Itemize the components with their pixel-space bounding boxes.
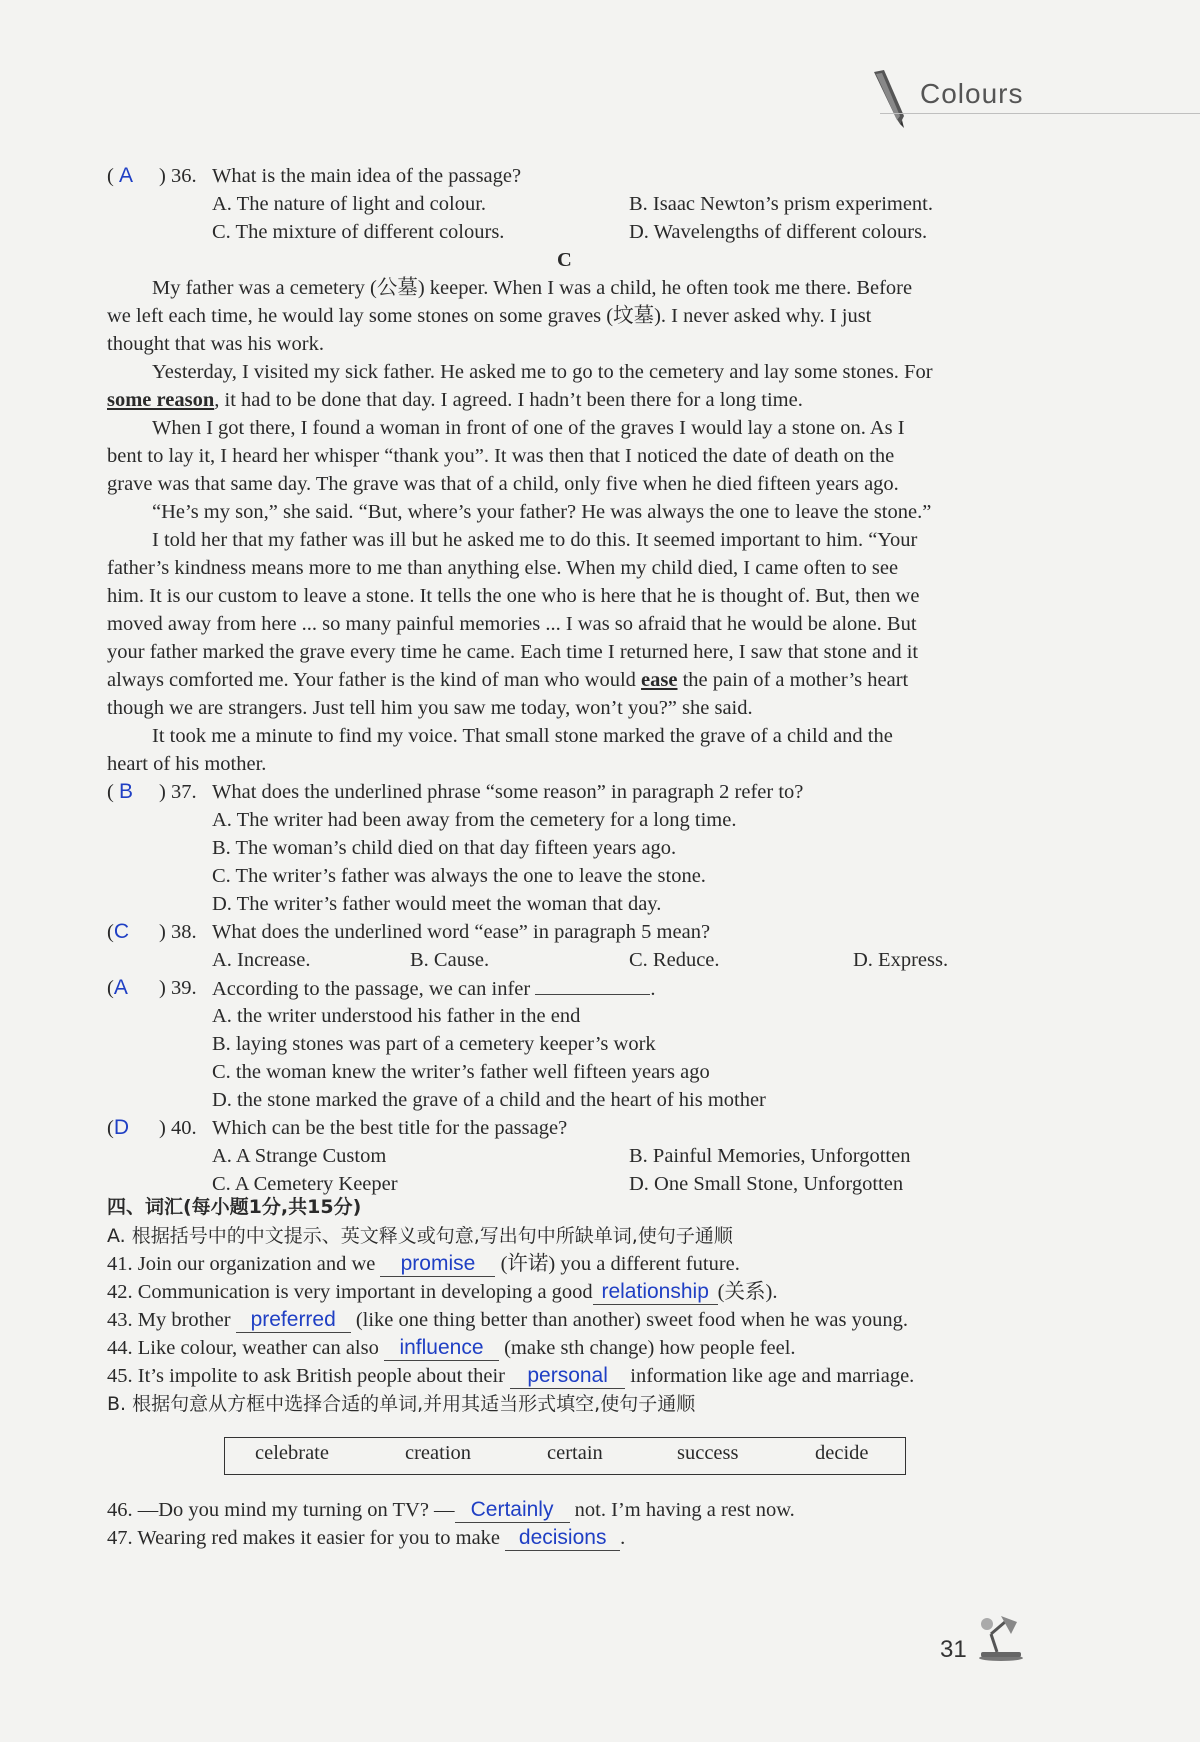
q43-answer: preferred [236,1308,351,1333]
q38-option-a: A. Increase. [212,949,311,971]
q42-answer: relationship [593,1280,718,1305]
q37-number: ) 37. [159,781,197,803]
q44: 44. Like colour, weather can also influence (make sth change) how people feel. [107,1336,796,1359]
q39-number: ) 39. [159,977,197,999]
word-box-item: decide [815,1442,869,1464]
q40-number: ) 40. [159,1117,197,1139]
q36-option-a: A. The nature of light and colour. [212,193,487,215]
passage-line: When I got there, I found a woman in front of one of the graves I would lay a stone on. As I [152,417,905,439]
passage-line: I told her that my father was ill but he asked me to do this. It seemed important to him. “Your [152,529,918,551]
word-box-item: creation [405,1442,472,1464]
q39-blank [535,974,650,995]
q37-option-d: D. The writer’s father would meet the woman that day. [212,893,662,915]
q40-option-c: C. A Cemetery Keeper [212,1173,398,1195]
q38-option-b: B. Cause. [410,949,490,971]
q38-question: What does the underlined word “ease” in paragraph 5 mean? [212,921,711,943]
passage-line: bent to lay it, I heard her whisper “thank you”. It was then that I noticed the date of death on the [107,445,895,467]
word-box [224,1437,906,1475]
passage-line: him. It is our custom to leave a stone. It tells the one who is here that he is thought of. But, then we [107,585,920,607]
q36-option-c: C. The mixture of different colours. [212,221,505,243]
pen-icon [868,68,912,128]
q40-option-b: B. Painful Memories, Unforgotten [629,1145,911,1167]
q36-answer: A [118,164,133,187]
q47-answer: decisions [505,1526,620,1551]
q37-answer: B [118,780,133,803]
section-title: 四、词汇(每小题1分,共15分) [107,1196,362,1218]
q42: 42. Communication is very important in developing a good relationship (关系). [107,1280,778,1303]
passage-line: Yesterday, I visited my sick father. He asked me to go to the cemetery and lay some stones. For [152,361,933,383]
q36-number: ) 36. [159,165,197,187]
chapter-title: Colours [920,78,1024,109]
passage-line: father’s kindness means more to me than anything else. When my child died, I came often to see [107,557,899,579]
q38-option-d: D. Express. [853,949,949,971]
passage-line: some reason, it had to be done that day. I agreed. I hadn’t been there for a long time. [107,389,803,411]
q45-answer: personal [510,1364,625,1389]
word-box-item: success [677,1442,739,1464]
q36-option-d: D. Wavelengths of different colours. [629,221,928,243]
underlined-some-reason: some reason [107,389,215,411]
passage-line: though we are strangers. Just tell him you saw me today, won’t you?” she said. [107,697,753,719]
q39-option-a: A. the writer understood his father in the end [212,1005,581,1027]
q41: 41. Join our organization and we promise (许诺) you a different future. [107,1252,740,1275]
q41-answer: promise [380,1252,495,1277]
q39-answer: A [113,976,128,999]
passage-line: grave was that same day. The grave was that of a child, only five when he died fifteen years ago. [107,473,899,495]
passage-line: always comforted me. Your father is the kind of man who would ease the pain of a mother’s heart [107,669,909,691]
passage-line: It took me a minute to find my voice. That small stone marked the grave of a child and the [152,725,893,747]
page-number: 31 [940,1636,967,1663]
q37-answer-paren: ( B [107,780,133,803]
q36-option-b: B. Isaac Newton’s prism experiment. [629,193,934,215]
q46-answer: Certainly [455,1498,570,1523]
q44-answer: influence [384,1336,499,1361]
q43: 43. My brother preferred (like one thing better than another) sweet food when he was young. [107,1308,909,1331]
q40-question: Which can be the best title for the passage? [212,1117,568,1139]
q38-answer: C [113,920,129,943]
header-divider [880,113,1200,114]
passage-line: thought that was his work. [107,333,324,355]
passage-line: “He’s my son,” she said. “But, where’s your father? He was always the one to leave the stone.” [152,501,932,523]
q37-question: What does the underlined phrase “some reason” in paragraph 2 refer to? [212,781,804,803]
desk-lamp-icon [975,1612,1027,1662]
q39-option-d: D. the stone marked the grave of a child and the heart of his mother [212,1089,766,1111]
part-b-instruction: B. 根据句意从方框中选择合适的单词,并用其适当形式填空,使句子通顺 [107,1393,696,1415]
q38-option-c: C. Reduce. [629,949,720,971]
q45: 45. It’s impolite to ask British people about their personal information like age and marriage. [107,1364,915,1387]
q39-question: According to the passage, we can infer . [212,974,655,1003]
part-a-instruction: A. 根据括号中的中文提示、英文释义或句意,写出句中所缺单词,使句子通顺 [107,1225,733,1247]
passage-line: moved away from here ... so many painful memories ... I was so afraid that he would be alone. But [107,613,917,635]
passage-line: My father was a cemetery (公墓) keeper. When I was a child, he often took me there. Before [152,277,913,299]
q40-option-d: D. One Small Stone, Unforgotten [629,1173,904,1195]
passage-heading: C [557,249,572,271]
q46: 46. —Do you mind my turning on TV? — Certainly not. I’m having a rest now. [107,1498,795,1521]
q39-option-c: C. the woman knew the writer’s father well fifteen years ago [212,1061,710,1083]
q38-answer-paren: (C [107,920,129,943]
q36-answer-paren: ( A [107,164,133,187]
q38-number: ) 38. [159,921,197,943]
q40-answer: D [113,1116,129,1139]
q40-option-a: A. A Strange Custom [212,1145,387,1167]
passage-line: we left each time, he would lay some stones on some graves (坟墓). I never asked why. I just [107,305,872,327]
q37-option-a: A. The writer had been away from the cemetery for a long time. [212,809,737,831]
word-box-item: certain [547,1442,603,1464]
passage-line: your father marked the grave every time he came. Each time I returned here, I saw that stone and it [107,641,919,663]
q36-question: What is the main idea of the passage? [212,165,522,187]
q39-answer-paren: (A [107,976,128,999]
q40-answer-paren: (D [107,1116,129,1139]
passage-line: heart of his mother. [107,753,267,775]
underlined-ease: ease [641,669,678,691]
q37-option-c: C. The writer’s father was always the one to leave the stone. [212,865,706,887]
word-box-item: celebrate [255,1442,329,1464]
q47: 47. Wearing red makes it easier for you to make decisions . [107,1526,626,1549]
q37-option-b: B. The woman’s child died on that day fifteen years ago. [212,837,677,859]
q39-option-b: B. laying stones was part of a cemetery keeper’s work [212,1033,656,1055]
